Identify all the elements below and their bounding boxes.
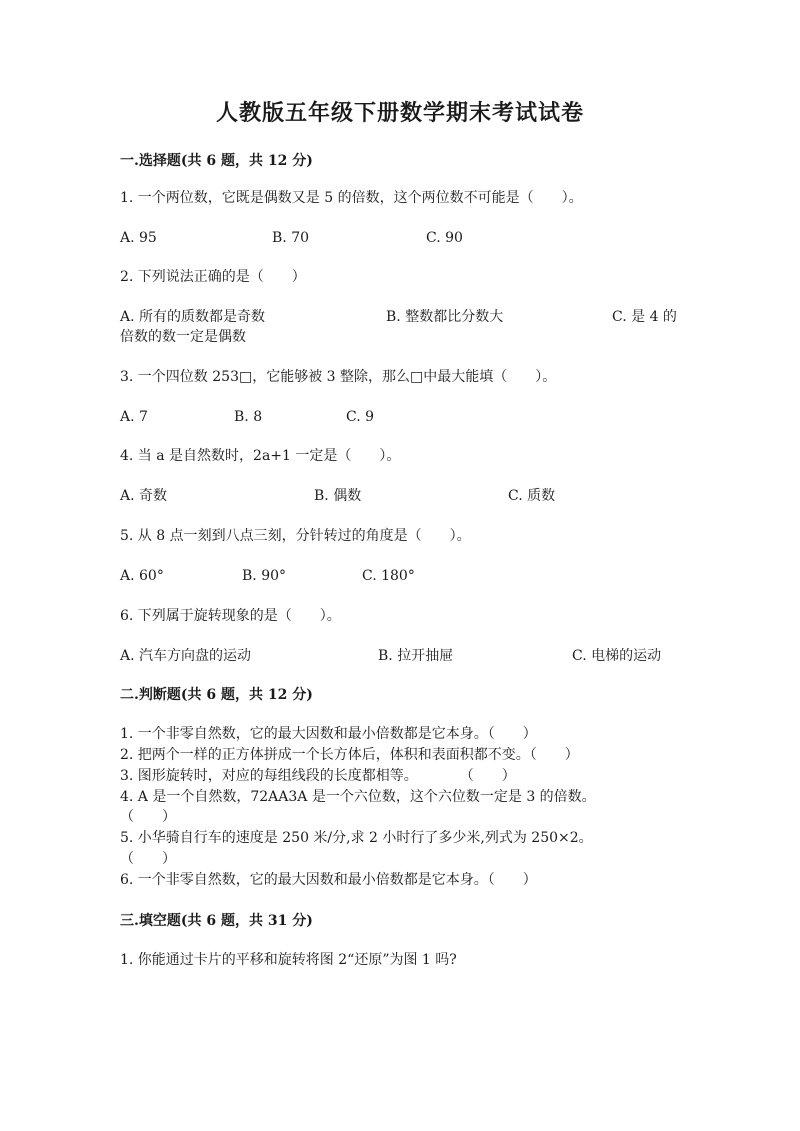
option-c: C. 9 (346, 409, 375, 425)
section-heading-fill: 三.填空题(共 6 题，共 31 分) (120, 913, 313, 929)
judge-line: 2. 把两个一样的正方体拼成一个长方体后，体积和表面积都不变。（ ） (120, 747, 579, 763)
question-stem: 1. 你能通过卡片的平移和旋转将图 2“还原”为图 1 吗? (120, 952, 457, 968)
option-b: B. 8 (234, 409, 263, 425)
option-b: B. 70 (272, 230, 310, 246)
question-stem: 3. 一个四位数 253□，它能够被 3 整除，那么□中最大能填（ ）。 (120, 369, 557, 385)
question-stem: 6. 下列属于旋转现象的是（ ）。 (120, 608, 341, 624)
option-c: C. 质数 (508, 488, 556, 504)
option-a: A. 奇数 (120, 488, 168, 504)
option-continuation: 倍数的数一定是偶数 (120, 329, 246, 345)
question-stem: 1. 一个两位数，它既是偶数又是 5 的倍数，这个两位数不可能是（ ）。 (120, 190, 583, 206)
question-stem: 5. 从 8 点一刻到八点三刻，分针转过的角度是（ ）。 (120, 528, 471, 544)
question-stem: 2. 下列说法正确的是（ ） (120, 269, 306, 285)
option-c: C. 是 4 的 (612, 309, 677, 325)
option-a: A. 60° (120, 568, 164, 584)
option-a: A. 95 (120, 230, 157, 246)
option-c: C. 电梯的运动 (572, 648, 662, 664)
option-c: C. 180° (362, 568, 415, 584)
option-a: A. 7 (120, 409, 148, 425)
judge-line: 5. 小华骑自行车的速度是 250 米/分,求 2 小时行了多少米,列式为 250×2。 (120, 830, 593, 846)
page-title: 人教版五年级下册数学期末考试试卷 (215, 100, 584, 126)
section-heading-choice: 一.选择题(共 6 题，共 12 分) (120, 153, 313, 169)
option-a: A. 汽车方向盘的运动 (120, 648, 252, 664)
question-stem: 4. 当 a 是自然数时，2a+1 一定是（ ）。 (120, 448, 401, 464)
judge-line: 4. A 是一个自然数，72AA3A 是一个六位数，这个六位数一定是 3 的倍数。 (120, 789, 596, 805)
option-a: A. 所有的质数都是奇数 (120, 309, 266, 325)
option-c: C. 90 (426, 230, 463, 246)
option-b: B. 拉开抽屉 (378, 648, 454, 664)
option-b: B. 偶数 (314, 488, 362, 504)
judge-line: 6. 一个非零自然数，它的最大因数和最小倍数都是它本身。（ ） (120, 872, 537, 888)
judge-line: 3. 图形旋转时，对应的每组线段的长度都相等。 （ ） (120, 768, 516, 784)
option-b: B. 整数都比分数大 (386, 309, 504, 325)
section-heading-judge: 二.判断题(共 6 题，共 12 分) (120, 687, 313, 703)
judge-line: （ ） (120, 809, 176, 825)
option-b: B. 90° (242, 568, 287, 584)
judge-line: 1. 一个非零自然数，它的最大因数和最小倍数都是它本身。（ ） (120, 726, 537, 742)
judge-line: （ ） (120, 851, 176, 867)
